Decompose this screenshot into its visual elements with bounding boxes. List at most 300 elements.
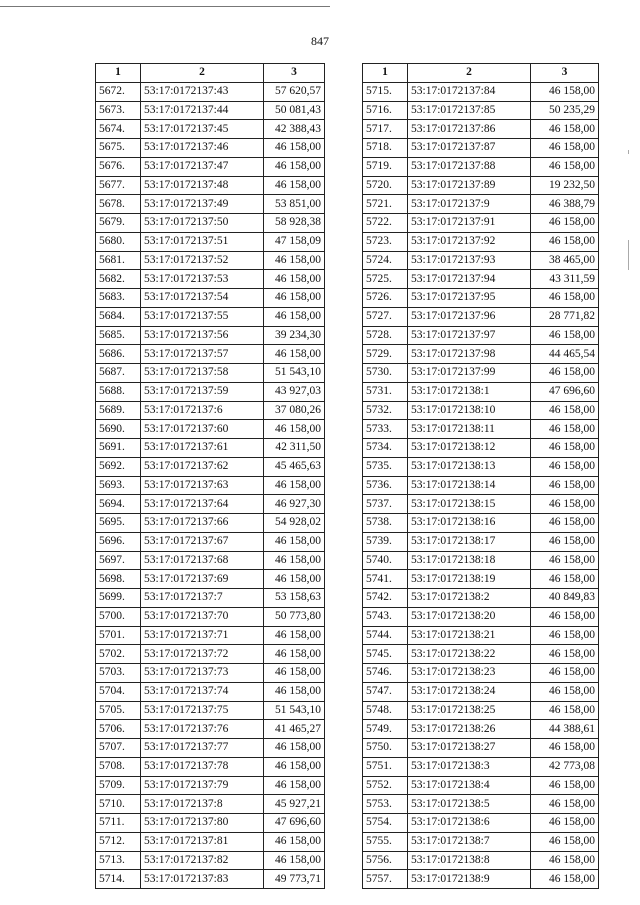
cadastral-number: 53:17:0172137:6 bbox=[141, 401, 264, 420]
row-number: 5720. bbox=[363, 176, 408, 195]
value: 46 158,00 bbox=[531, 439, 599, 458]
column-header: 2 bbox=[408, 64, 531, 83]
value: 46 158,00 bbox=[264, 139, 325, 158]
row-number: 5712. bbox=[96, 832, 141, 851]
row-number: 5699. bbox=[96, 589, 141, 608]
table-row bbox=[96, 870, 325, 889]
row-number: 5680. bbox=[96, 232, 141, 251]
cadastral-number: 53:17:0172138:10 bbox=[408, 401, 531, 420]
row-number: 5740. bbox=[363, 551, 408, 570]
row-number: 5682. bbox=[96, 270, 141, 289]
table-row bbox=[96, 776, 325, 795]
value: 46 158,00 bbox=[531, 476, 599, 495]
value: 46 158,00 bbox=[531, 551, 599, 570]
column-header: 3 bbox=[264, 64, 325, 83]
table-row bbox=[363, 176, 599, 195]
cadastral-number: 53:17:0172137:96 bbox=[408, 307, 531, 326]
cadastral-number: 53:17:0172138:21 bbox=[408, 626, 531, 645]
table-row bbox=[96, 307, 325, 326]
table-right bbox=[362, 63, 599, 889]
page-number: 847 bbox=[311, 34, 329, 48]
value: 39 234,30 bbox=[264, 326, 325, 345]
value: 46 158,00 bbox=[264, 757, 325, 776]
cadastral-number: 53:17:0172137:50 bbox=[141, 214, 264, 233]
row-number: 5751. bbox=[363, 757, 408, 776]
row-number: 5706. bbox=[96, 720, 141, 739]
cadastral-number: 53:17:0172137:66 bbox=[141, 514, 264, 533]
table-row bbox=[363, 139, 599, 158]
table-row bbox=[363, 326, 599, 345]
table-row bbox=[363, 664, 599, 683]
value: 46 158,00 bbox=[264, 289, 325, 308]
value: 41 465,27 bbox=[264, 720, 325, 739]
cadastral-number: 53:17:0172138:23 bbox=[408, 664, 531, 683]
table-row bbox=[363, 289, 599, 308]
table-row bbox=[363, 307, 599, 326]
table-row bbox=[363, 401, 599, 420]
value: 40 849,83 bbox=[531, 589, 599, 608]
table-row bbox=[363, 851, 599, 870]
value: 46 158,00 bbox=[531, 214, 599, 233]
cadastral-number: 53:17:0172137:59 bbox=[141, 382, 264, 401]
cadastral-number: 53:17:0172137:62 bbox=[141, 457, 264, 476]
cadastral-number: 53:17:0172137:44 bbox=[141, 101, 264, 120]
row-number: 5698. bbox=[96, 570, 141, 589]
cadastral-number: 53:17:0172137:98 bbox=[408, 345, 531, 364]
cadastral-number: 53:17:0172137:99 bbox=[408, 364, 531, 383]
table-row bbox=[96, 701, 325, 720]
cadastral-number: 53:17:0172138:27 bbox=[408, 739, 531, 758]
row-number: 5678. bbox=[96, 195, 141, 214]
cadastral-number: 53:17:0172138:3 bbox=[408, 757, 531, 776]
cadastral-number: 53:17:0172137:93 bbox=[408, 251, 531, 270]
value: 37 080,26 bbox=[264, 401, 325, 420]
row-number: 5704. bbox=[96, 682, 141, 701]
table-row bbox=[363, 814, 599, 833]
cadastral-number: 53:17:0172138:20 bbox=[408, 607, 531, 626]
row-number: 5742. bbox=[363, 589, 408, 608]
row-number: 5690. bbox=[96, 420, 141, 439]
table-row bbox=[363, 270, 599, 289]
table-row bbox=[96, 139, 325, 158]
table-row bbox=[363, 382, 599, 401]
value: 46 158,00 bbox=[264, 176, 325, 195]
table-row bbox=[96, 476, 325, 495]
row-number: 5691. bbox=[96, 439, 141, 458]
table-row bbox=[363, 514, 599, 533]
cadastral-number: 53:17:0172137:79 bbox=[141, 776, 264, 795]
value: 46 158,00 bbox=[264, 851, 325, 870]
row-number: 5684. bbox=[96, 307, 141, 326]
table-row bbox=[363, 476, 599, 495]
cadastral-number: 53:17:0172138:18 bbox=[408, 551, 531, 570]
table-row bbox=[96, 195, 325, 214]
row-number: 5729. bbox=[363, 345, 408, 364]
value: 46 158,00 bbox=[531, 870, 599, 889]
table-row bbox=[363, 82, 599, 101]
cadastral-number: 53:17:0172138:16 bbox=[408, 514, 531, 533]
value: 46 158,00 bbox=[531, 664, 599, 683]
cadastral-number: 53:17:0172137:94 bbox=[408, 270, 531, 289]
table-row bbox=[363, 195, 599, 214]
cadastral-number: 53:17:0172137:69 bbox=[141, 570, 264, 589]
cadastral-number: 53:17:0172137:49 bbox=[141, 195, 264, 214]
cadastral-number: 53:17:0172137:8 bbox=[141, 795, 264, 814]
table-header-row bbox=[363, 64, 599, 83]
row-number: 5733. bbox=[363, 420, 408, 439]
table-row bbox=[96, 326, 325, 345]
row-number: 5731. bbox=[363, 382, 408, 401]
cadastral-number: 53:17:0172137:55 bbox=[141, 307, 264, 326]
row-number: 5755. bbox=[363, 832, 408, 851]
value: 46 158,00 bbox=[531, 232, 599, 251]
cadastral-number: 53:17:0172137:67 bbox=[141, 532, 264, 551]
row-number: 5722. bbox=[363, 214, 408, 233]
table-row bbox=[363, 607, 599, 626]
row-number: 5677. bbox=[96, 176, 141, 195]
value: 46 158,00 bbox=[531, 739, 599, 758]
row-number: 5736. bbox=[363, 476, 408, 495]
cadastral-number: 53:17:0172137:51 bbox=[141, 232, 264, 251]
cadastral-number: 53:17:0172138:2 bbox=[408, 589, 531, 608]
cadastral-number: 53:17:0172137:9 bbox=[408, 195, 531, 214]
cadastral-number: 53:17:0172137:82 bbox=[141, 851, 264, 870]
table-row bbox=[96, 551, 325, 570]
row-number: 5754. bbox=[363, 814, 408, 833]
table-row bbox=[363, 232, 599, 251]
table-row bbox=[363, 157, 599, 176]
table-row bbox=[96, 176, 325, 195]
row-number: 5681. bbox=[96, 251, 141, 270]
row-number: 5719. bbox=[363, 157, 408, 176]
cadastral-number: 53:17:0172137:63 bbox=[141, 476, 264, 495]
value: 46 158,00 bbox=[531, 514, 599, 533]
row-number: 5714. bbox=[96, 870, 141, 889]
row-number: 5695. bbox=[96, 514, 141, 533]
value: 50 081,43 bbox=[264, 101, 325, 120]
value: 46 158,00 bbox=[264, 645, 325, 664]
row-number: 5700. bbox=[96, 607, 141, 626]
value: 46 158,00 bbox=[264, 832, 325, 851]
cadastral-number: 53:17:0172137:92 bbox=[408, 232, 531, 251]
value: 46 158,00 bbox=[531, 851, 599, 870]
row-number: 5708. bbox=[96, 757, 141, 776]
row-number: 5679. bbox=[96, 214, 141, 233]
table-row bbox=[96, 382, 325, 401]
row-number: 5701. bbox=[96, 626, 141, 645]
cadastral-number: 53:17:0172137:84 bbox=[408, 82, 531, 101]
cadastral-number: 53:17:0172138:14 bbox=[408, 476, 531, 495]
value: 46 158,00 bbox=[531, 814, 599, 833]
cadastral-number: 53:17:0172137:54 bbox=[141, 289, 264, 308]
table-row bbox=[96, 82, 325, 101]
row-number: 5739. bbox=[363, 532, 408, 551]
table-row bbox=[96, 251, 325, 270]
table-row bbox=[363, 120, 599, 139]
cadastral-number: 53:17:0172137:89 bbox=[408, 176, 531, 195]
row-number: 5696. bbox=[96, 532, 141, 551]
table-row bbox=[96, 157, 325, 176]
cadastral-number: 53:17:0172138:5 bbox=[408, 795, 531, 814]
value: 46 158,00 bbox=[531, 532, 599, 551]
row-number: 5675. bbox=[96, 139, 141, 158]
cadastral-number: 53:17:0172137:91 bbox=[408, 214, 531, 233]
value: 42 311,50 bbox=[264, 439, 325, 458]
row-number: 5688. bbox=[96, 382, 141, 401]
row-number: 5716. bbox=[363, 101, 408, 120]
cadastral-number: 53:17:0172137:64 bbox=[141, 495, 264, 514]
table-row bbox=[363, 551, 599, 570]
value: 46 158,00 bbox=[531, 289, 599, 308]
table-row bbox=[96, 232, 325, 251]
row-number: 5734. bbox=[363, 439, 408, 458]
row-number: 5676. bbox=[96, 157, 141, 176]
value: 46 158,00 bbox=[264, 551, 325, 570]
value: 50 235,29 bbox=[531, 101, 599, 120]
cadastral-number: 53:17:0172137:80 bbox=[141, 814, 264, 833]
value: 46 158,00 bbox=[264, 420, 325, 439]
value: 53 851,00 bbox=[264, 195, 325, 214]
cadastral-number: 53:17:0172138:15 bbox=[408, 495, 531, 514]
table-row bbox=[363, 645, 599, 664]
cadastral-number: 53:17:0172138:12 bbox=[408, 439, 531, 458]
table-row bbox=[96, 645, 325, 664]
table-row bbox=[363, 776, 599, 795]
row-number: 5728. bbox=[363, 326, 408, 345]
cadastral-number: 53:17:0172138:19 bbox=[408, 570, 531, 589]
value: 46 158,00 bbox=[531, 139, 599, 158]
cadastral-number: 53:17:0172137:46 bbox=[141, 139, 264, 158]
cadastral-number: 53:17:0172137:77 bbox=[141, 739, 264, 758]
table-row bbox=[96, 739, 325, 758]
table-row bbox=[96, 345, 325, 364]
table-row bbox=[96, 514, 325, 533]
value: 46 158,00 bbox=[264, 664, 325, 683]
table-row bbox=[363, 495, 599, 514]
table-row bbox=[363, 439, 599, 458]
cadastral-number: 53:17:0172137:87 bbox=[408, 139, 531, 158]
table-body-right bbox=[363, 82, 599, 888]
cadastral-number: 53:17:0172138:11 bbox=[408, 420, 531, 439]
value: 43 927,03 bbox=[264, 382, 325, 401]
cadastral-number: 53:17:0172138:13 bbox=[408, 457, 531, 476]
table-row bbox=[96, 101, 325, 120]
table-row bbox=[96, 570, 325, 589]
cadastral-number: 53:17:0172137:68 bbox=[141, 551, 264, 570]
cadastral-number: 53:17:0172137:95 bbox=[408, 289, 531, 308]
row-number: 5725. bbox=[363, 270, 408, 289]
row-number: 5702. bbox=[96, 645, 141, 664]
row-number: 5703. bbox=[96, 664, 141, 683]
table-row bbox=[363, 832, 599, 851]
table-row bbox=[363, 457, 599, 476]
table-row bbox=[363, 795, 599, 814]
value: 46 158,00 bbox=[531, 607, 599, 626]
table-row bbox=[96, 457, 325, 476]
column-header: 1 bbox=[96, 64, 141, 83]
row-number: 5723. bbox=[363, 232, 408, 251]
margin-mark bbox=[628, 150, 629, 154]
value: 46 158,00 bbox=[264, 570, 325, 589]
cadastral-number: 53:17:0172137:76 bbox=[141, 720, 264, 739]
row-number: 5756. bbox=[363, 851, 408, 870]
cadastral-number: 53:17:0172138:17 bbox=[408, 532, 531, 551]
value: 28 771,82 bbox=[531, 307, 599, 326]
table-row bbox=[363, 682, 599, 701]
row-number: 5711. bbox=[96, 814, 141, 833]
cadastral-number: 53:17:0172137:71 bbox=[141, 626, 264, 645]
table-row bbox=[96, 401, 325, 420]
cadastral-number: 53:17:0172138:7 bbox=[408, 832, 531, 851]
row-number: 5718. bbox=[363, 139, 408, 158]
cadastral-number: 53:17:0172137:75 bbox=[141, 701, 264, 720]
table-row bbox=[96, 439, 325, 458]
table-row bbox=[96, 757, 325, 776]
value: 46 158,00 bbox=[264, 157, 325, 176]
cadastral-number: 53:17:0172137:52 bbox=[141, 251, 264, 270]
cadastral-number: 53:17:0172138:1 bbox=[408, 382, 531, 401]
column-header: 2 bbox=[141, 64, 264, 83]
value: 46 158,00 bbox=[531, 776, 599, 795]
table-row bbox=[96, 720, 325, 739]
table-row bbox=[363, 364, 599, 383]
value: 46 158,00 bbox=[531, 457, 599, 476]
cadastral-number: 53:17:0172138:8 bbox=[408, 851, 531, 870]
margin-mark bbox=[628, 240, 629, 270]
table-row bbox=[96, 120, 325, 139]
row-number: 5689. bbox=[96, 401, 141, 420]
table-row bbox=[363, 870, 599, 889]
value: 43 311,59 bbox=[531, 270, 599, 289]
row-number: 5752. bbox=[363, 776, 408, 795]
cadastral-number: 53:17:0172137:97 bbox=[408, 326, 531, 345]
row-number: 5745. bbox=[363, 645, 408, 664]
row-number: 5724. bbox=[363, 251, 408, 270]
table-row bbox=[96, 795, 325, 814]
cadastral-number: 53:17:0172137:88 bbox=[408, 157, 531, 176]
value: 57 620,57 bbox=[264, 82, 325, 101]
cadastral-number: 53:17:0172138:22 bbox=[408, 645, 531, 664]
top-rule bbox=[0, 6, 330, 7]
value: 54 928,02 bbox=[264, 514, 325, 533]
value: 47 696,60 bbox=[264, 814, 325, 833]
value: 46 158,00 bbox=[531, 401, 599, 420]
table-row bbox=[96, 270, 325, 289]
row-number: 5674. bbox=[96, 120, 141, 139]
row-number: 5710. bbox=[96, 795, 141, 814]
column-header: 3 bbox=[531, 64, 599, 83]
table-header-row bbox=[96, 64, 325, 83]
value: 45 927,21 bbox=[264, 795, 325, 814]
value: 46 158,00 bbox=[531, 157, 599, 176]
value: 58 928,38 bbox=[264, 214, 325, 233]
table-row bbox=[363, 251, 599, 270]
value: 46 158,00 bbox=[531, 832, 599, 851]
cadastral-number: 53:17:0172138:4 bbox=[408, 776, 531, 795]
cadastral-number: 53:17:0172137:43 bbox=[141, 82, 264, 101]
row-number: 5757. bbox=[363, 870, 408, 889]
table-row bbox=[96, 682, 325, 701]
table-row bbox=[96, 626, 325, 645]
row-number: 5726. bbox=[363, 289, 408, 308]
value: 46 927,30 bbox=[264, 495, 325, 514]
table-row bbox=[363, 757, 599, 776]
value: 42 773,08 bbox=[531, 757, 599, 776]
value: 46 388,79 bbox=[531, 195, 599, 214]
table-row bbox=[96, 664, 325, 683]
row-number: 5715. bbox=[363, 82, 408, 101]
value: 46 158,00 bbox=[531, 626, 599, 645]
value: 46 158,00 bbox=[264, 739, 325, 758]
cadastral-number: 53:17:0172137:47 bbox=[141, 157, 264, 176]
table-row bbox=[363, 532, 599, 551]
value: 50 773,80 bbox=[264, 607, 325, 626]
cadastral-number: 53:17:0172137:78 bbox=[141, 757, 264, 776]
cadastral-number: 53:17:0172138:6 bbox=[408, 814, 531, 833]
row-number: 5750. bbox=[363, 739, 408, 758]
value: 46 158,00 bbox=[264, 776, 325, 795]
row-number: 5744. bbox=[363, 626, 408, 645]
cadastral-number: 53:17:0172137:70 bbox=[141, 607, 264, 626]
cadastral-number: 53:17:0172138:26 bbox=[408, 720, 531, 739]
row-number: 5753. bbox=[363, 795, 408, 814]
table-row bbox=[96, 607, 325, 626]
table-row bbox=[96, 589, 325, 608]
value: 46 158,00 bbox=[264, 270, 325, 289]
value: 46 158,00 bbox=[264, 345, 325, 364]
row-number: 5735. bbox=[363, 457, 408, 476]
row-number: 5685. bbox=[96, 326, 141, 345]
cadastral-number: 53:17:0172137:72 bbox=[141, 645, 264, 664]
value: 42 388,43 bbox=[264, 120, 325, 139]
cadastral-number: 53:17:0172138:24 bbox=[408, 682, 531, 701]
row-number: 5707. bbox=[96, 739, 141, 758]
row-number: 5693. bbox=[96, 476, 141, 495]
row-number: 5686. bbox=[96, 345, 141, 364]
row-number: 5687. bbox=[96, 364, 141, 383]
table-row bbox=[363, 214, 599, 233]
table-body-left bbox=[96, 82, 325, 888]
value: 46 158,00 bbox=[531, 645, 599, 664]
table-row bbox=[96, 532, 325, 551]
row-number: 5694. bbox=[96, 495, 141, 514]
cadastral-number: 53:17:0172137:53 bbox=[141, 270, 264, 289]
row-number: 5717. bbox=[363, 120, 408, 139]
table-row bbox=[363, 420, 599, 439]
value: 46 158,00 bbox=[531, 120, 599, 139]
table-row bbox=[363, 101, 599, 120]
cadastral-number: 53:17:0172138:9 bbox=[408, 870, 531, 889]
value: 46 158,00 bbox=[531, 701, 599, 720]
table-row bbox=[96, 851, 325, 870]
value: 46 158,00 bbox=[531, 795, 599, 814]
value: 46 158,00 bbox=[531, 495, 599, 514]
row-number: 5709. bbox=[96, 776, 141, 795]
table-row bbox=[363, 626, 599, 645]
cadastral-number: 53:17:0172137:73 bbox=[141, 664, 264, 683]
row-number: 5738. bbox=[363, 514, 408, 533]
row-number: 5683. bbox=[96, 289, 141, 308]
row-number: 5748. bbox=[363, 701, 408, 720]
value: 51 543,10 bbox=[264, 364, 325, 383]
row-number: 5672. bbox=[96, 82, 141, 101]
cadastral-number: 53:17:0172137:61 bbox=[141, 439, 264, 458]
row-number: 5747. bbox=[363, 682, 408, 701]
value: 19 232,50 bbox=[531, 176, 599, 195]
value: 47 696,60 bbox=[531, 382, 599, 401]
value: 46 158,00 bbox=[264, 626, 325, 645]
cadastral-number: 53:17:0172137:85 bbox=[408, 101, 531, 120]
